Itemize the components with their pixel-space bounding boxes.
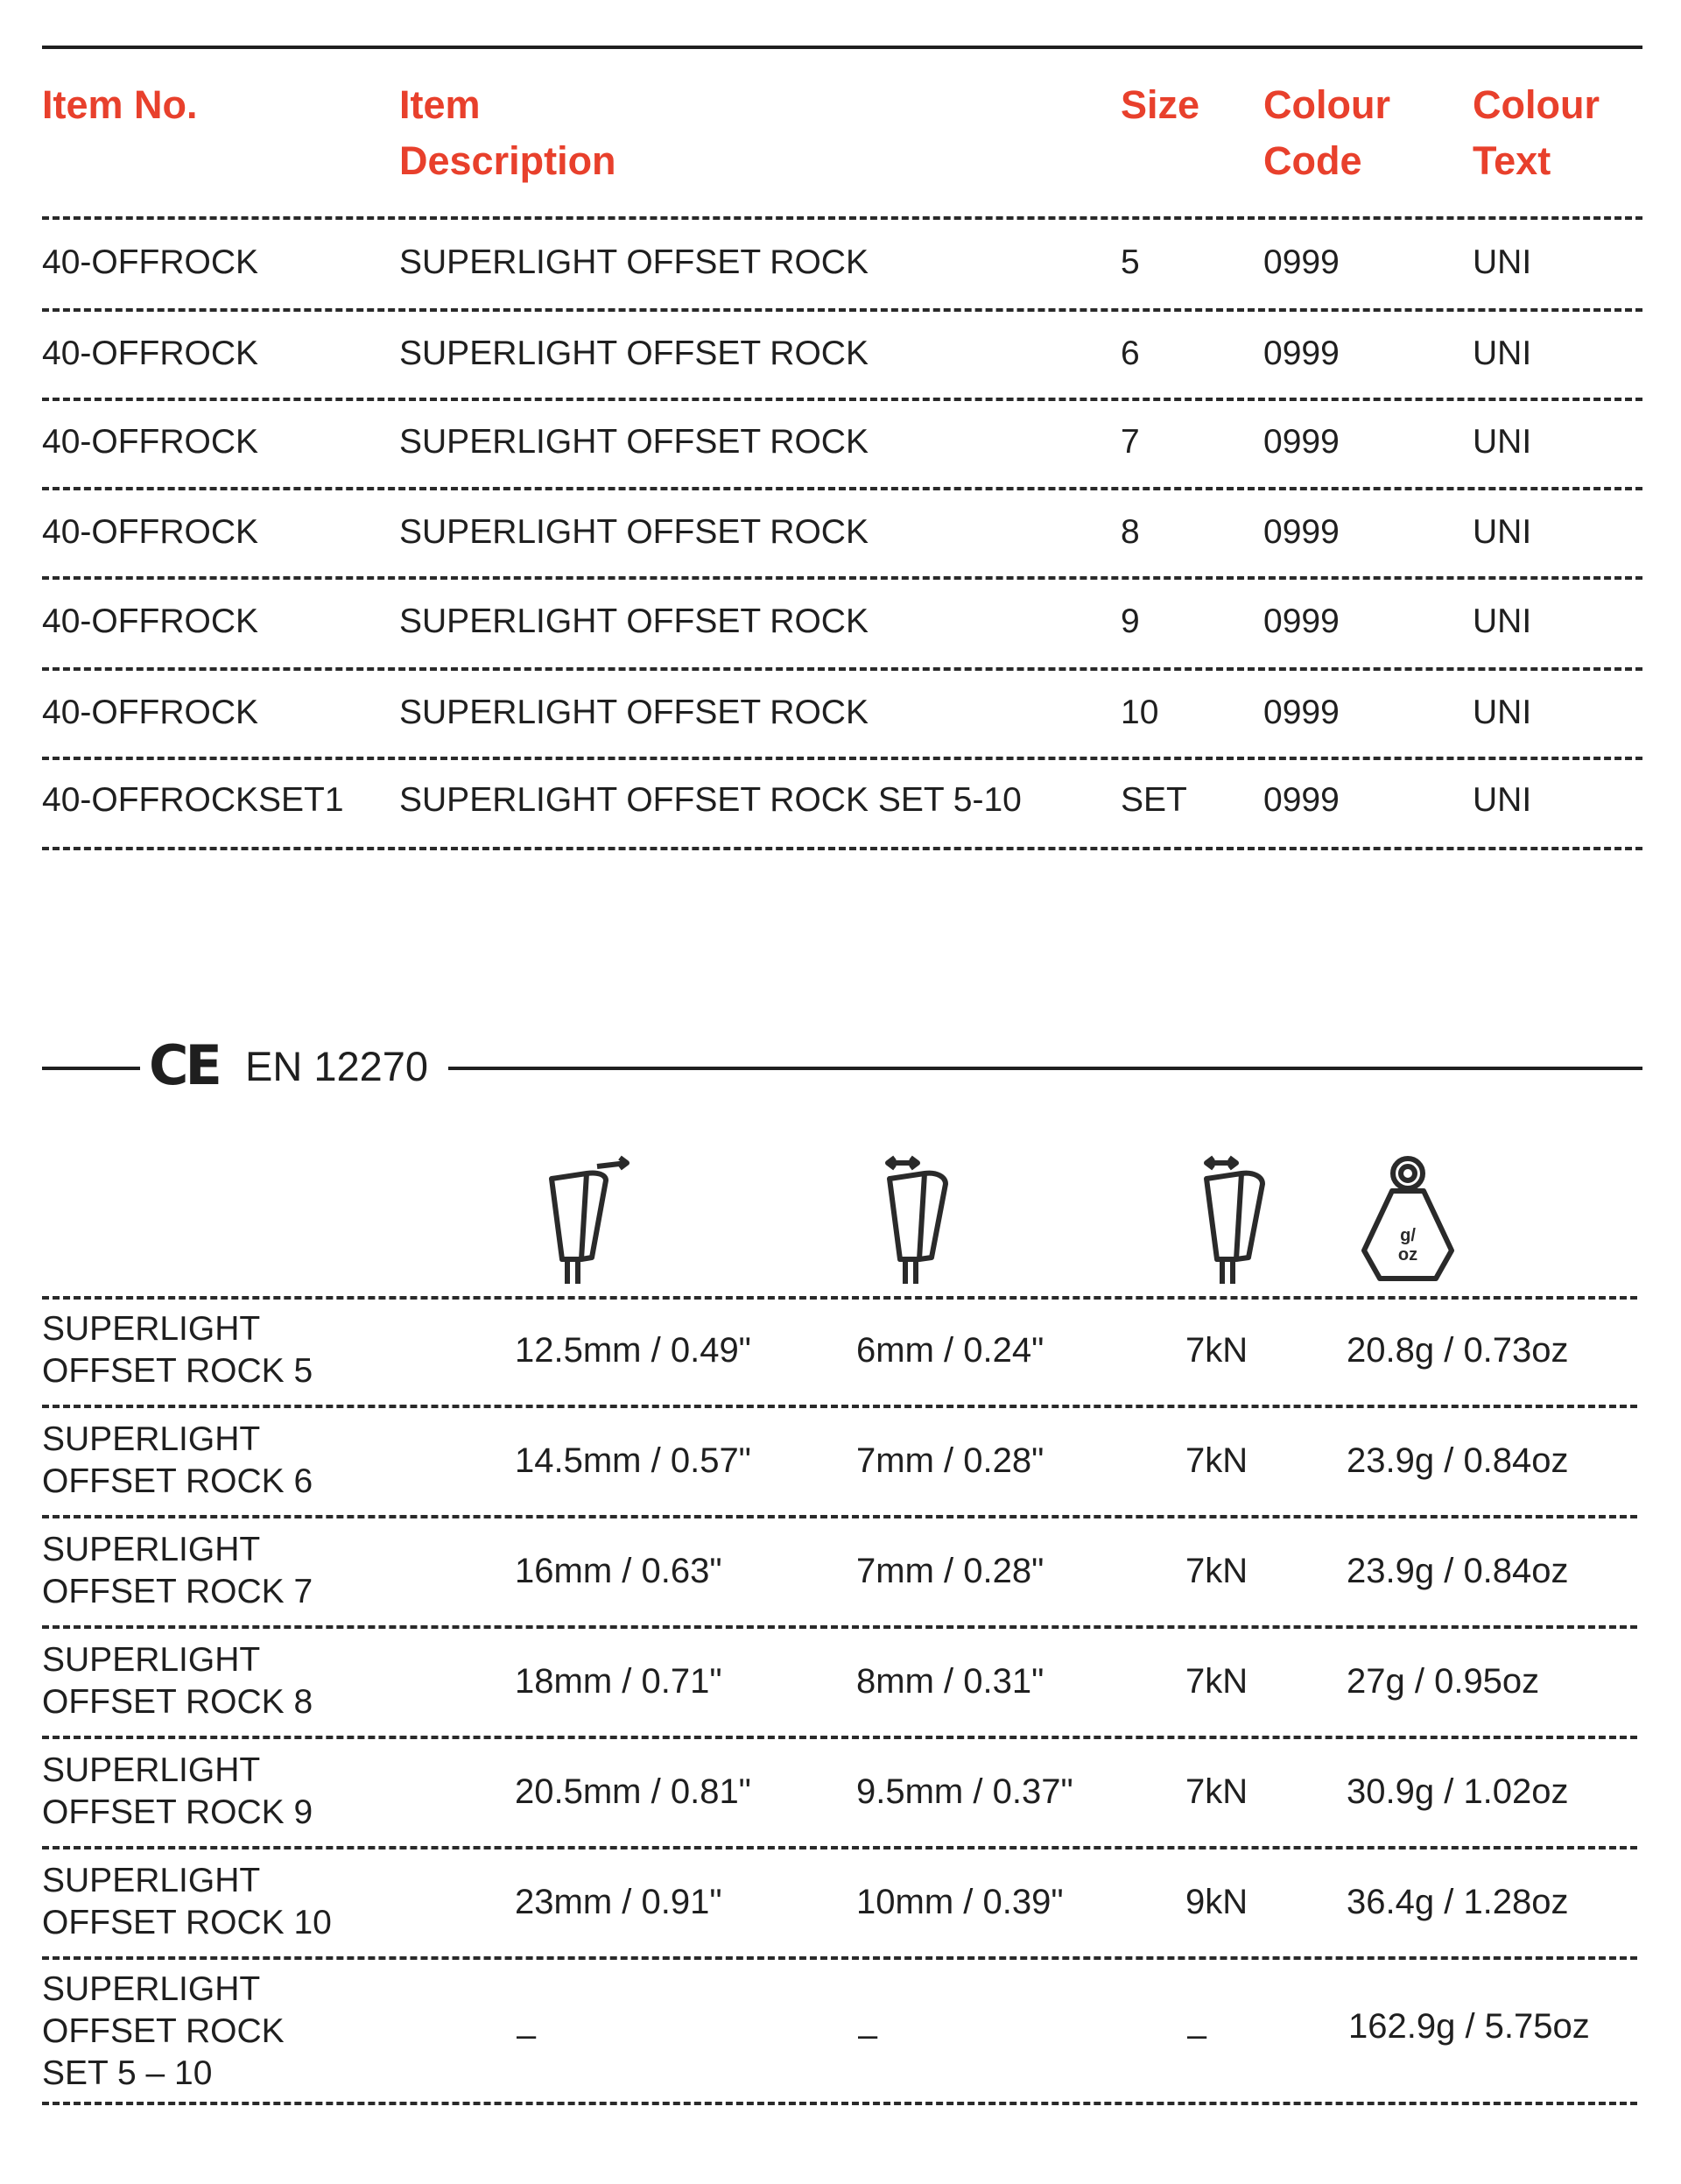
item-size: 8	[1121, 513, 1140, 551]
spec-weight: 162.9g / 5.75oz	[1348, 2007, 1590, 2046]
spec-product-name-line: SUPERLIGHT	[42, 1420, 261, 1458]
row-divider	[42, 1296, 1637, 1300]
spec-product-name	[42, 1419, 313, 1503]
weight-icon-unit-oz: oz	[1397, 1245, 1418, 1265]
item-no: 40-OFFROCK	[42, 602, 259, 640]
weight-icon	[1354, 1152, 1462, 1289]
spec-weight: 36.4g / 1.28oz	[1347, 1883, 1569, 1921]
spec-strength: –	[1187, 2016, 1207, 2054]
spec-product-name-line: SUPERLIGHT	[42, 1310, 261, 1348]
row-divider	[42, 757, 1642, 760]
spec-product-name-line: OFFSET ROCK 9	[42, 1793, 313, 1831]
header-item-description-line2: Description	[399, 138, 616, 183]
item-size: 10	[1121, 694, 1159, 731]
header-colour-text	[1473, 77, 1600, 189]
spec-weight: 30.9g / 1.02oz	[1347, 1772, 1569, 1811]
spec-product-name-line: OFFSET ROCK 10	[42, 1904, 332, 1941]
spec-product-name-line: OFFSET ROCK 5	[42, 1352, 313, 1390]
weight-icon-label	[1354, 1226, 1462, 1265]
spec-width: 9.5mm / 0.37"	[856, 1772, 1073, 1811]
row-divider	[42, 1846, 1637, 1849]
spec-product-name-line: OFFSET ROCK	[42, 2012, 285, 2050]
row-divider	[42, 667, 1642, 671]
row-divider	[42, 1405, 1637, 1408]
ce-mark: CE	[149, 1033, 219, 1097]
spec-length: 16mm / 0.63"	[515, 1552, 722, 1590]
spec-strength: 7kN	[1185, 1441, 1248, 1480]
item-colour-code: 0999	[1263, 602, 1340, 640]
item-description: SUPERLIGHT OFFSET ROCK	[399, 335, 869, 372]
spec-product-name-line: SUPERLIGHT	[42, 1970, 261, 2008]
row-divider	[42, 2102, 1637, 2105]
spec-strength: 9kN	[1185, 1883, 1248, 1921]
item-no: 40-OFFROCK	[42, 513, 259, 551]
standard-label: EN 12270	[245, 1043, 429, 1089]
spec-product-name	[42, 1750, 313, 1834]
spec-product-name-line: SUPERLIGHT	[42, 1641, 261, 1679]
spec-width: 6mm / 0.24"	[856, 1331, 1044, 1370]
item-no: 40-OFFROCK	[42, 335, 259, 372]
spec-product-name	[42, 1639, 313, 1723]
row-divider	[42, 1515, 1637, 1518]
item-size: SET	[1121, 781, 1187, 819]
item-size: 6	[1121, 335, 1140, 372]
spec-product-name-line: OFFSET ROCK 7	[42, 1573, 313, 1610]
spec-length: –	[517, 2016, 537, 2054]
row-divider	[42, 1736, 1637, 1739]
nut-strength-icon	[1191, 1154, 1296, 1291]
header-item-description	[399, 77, 616, 189]
item-description: SUPERLIGHT OFFSET ROCK	[399, 243, 869, 281]
item-no: 40-OFFROCK	[42, 694, 259, 731]
nut-length-icon	[536, 1154, 641, 1291]
spec-length: 18mm / 0.71"	[515, 1662, 722, 1701]
spec-strength: 7kN	[1185, 1331, 1248, 1370]
item-colour-text: UNI	[1473, 335, 1532, 372]
spec-product-name	[42, 1308, 313, 1392]
item-no: 40-OFFROCKSET1	[42, 781, 344, 819]
cert-rule-right	[448, 1067, 1642, 1070]
item-colour-code: 0999	[1263, 694, 1340, 731]
row-divider	[42, 1956, 1637, 1960]
item-colour-code: 0999	[1263, 243, 1340, 281]
cert-rule-left	[42, 1067, 140, 1070]
spec-width: 7mm / 0.28"	[856, 1441, 1044, 1480]
spec-length: 12.5mm / 0.49"	[515, 1331, 751, 1370]
spec-product-name	[42, 1969, 285, 2095]
item-colour-text: UNI	[1473, 602, 1532, 640]
row-divider	[42, 398, 1642, 401]
top-rule	[42, 46, 1642, 49]
spec-strength: 7kN	[1185, 1772, 1248, 1811]
item-description: SUPERLIGHT OFFSET ROCK	[399, 513, 869, 551]
spec-width: –	[858, 2016, 878, 2054]
spec-weight: 20.8g / 0.73oz	[1347, 1331, 1569, 1370]
weight-icon-unit-g: g/	[1400, 1226, 1416, 1245]
item-description: SUPERLIGHT OFFSET ROCK	[399, 423, 869, 461]
item-colour-text: UNI	[1473, 694, 1532, 731]
header-item-no: Item No.	[42, 82, 198, 127]
nut-width-icon	[874, 1154, 979, 1291]
item-colour-code: 0999	[1263, 335, 1340, 372]
row-divider	[42, 576, 1642, 580]
spec-weight: 23.9g / 0.84oz	[1347, 1441, 1569, 1480]
item-description: SUPERLIGHT OFFSET ROCK	[399, 602, 869, 640]
row-divider	[42, 487, 1642, 490]
header-colour-code-line2: Code	[1263, 138, 1362, 183]
item-description: SUPERLIGHT OFFSET ROCK	[399, 694, 869, 731]
item-colour-text: UNI	[1473, 781, 1532, 819]
item-colour-text: UNI	[1473, 513, 1532, 551]
header-colour-code-line1: Colour	[1263, 82, 1390, 127]
spec-product-name-line: SUPERLIGHT	[42, 1751, 261, 1789]
row-divider	[42, 216, 1642, 220]
item-colour-code: 0999	[1263, 513, 1340, 551]
header-size: Size	[1121, 82, 1200, 127]
spec-length: 23mm / 0.91"	[515, 1883, 722, 1921]
spec-weight: 23.9g / 0.84oz	[1347, 1552, 1569, 1590]
spec-width: 10mm / 0.39"	[856, 1883, 1064, 1921]
item-colour-text: UNI	[1473, 423, 1532, 461]
spec-product-name	[42, 1860, 332, 1944]
spec-product-name-line: SUPERLIGHT	[42, 1862, 261, 1899]
spec-length: 14.5mm / 0.57"	[515, 1441, 751, 1480]
spec-strength: 7kN	[1185, 1662, 1248, 1701]
row-divider	[42, 308, 1642, 312]
spec-length: 20.5mm / 0.81"	[515, 1772, 751, 1811]
item-description: SUPERLIGHT OFFSET ROCK SET 5-10	[399, 781, 1022, 819]
item-size: 7	[1121, 423, 1140, 461]
spec-width: 8mm / 0.31"	[856, 1662, 1044, 1701]
header-colour-text-line2: Text	[1473, 138, 1551, 183]
row-divider	[42, 847, 1642, 850]
row-divider	[42, 1625, 1637, 1629]
spec-product-name-line: SUPERLIGHT	[42, 1531, 261, 1568]
spec-product-name-line: SET 5 – 10	[42, 2054, 213, 2092]
item-no: 40-OFFROCK	[42, 423, 259, 461]
header-item-description-line1: Item	[399, 82, 481, 127]
spec-product-name-line: OFFSET ROCK 8	[42, 1683, 313, 1721]
header-colour-code	[1263, 77, 1390, 189]
spec-weight: 27g / 0.95oz	[1347, 1662, 1540, 1701]
item-colour-code: 0999	[1263, 423, 1340, 461]
spec-width: 7mm / 0.28"	[856, 1552, 1044, 1590]
spec-product-name	[42, 1529, 313, 1613]
spec-strength: 7kN	[1185, 1552, 1248, 1590]
item-colour-text: UNI	[1473, 243, 1532, 281]
spec-product-name-line: OFFSET ROCK 6	[42, 1462, 313, 1500]
header-colour-text-line1: Colour	[1473, 82, 1600, 127]
item-no: 40-OFFROCK	[42, 243, 259, 281]
item-size: 5	[1121, 243, 1140, 281]
item-size: 9	[1121, 602, 1140, 640]
item-colour-code: 0999	[1263, 781, 1340, 819]
